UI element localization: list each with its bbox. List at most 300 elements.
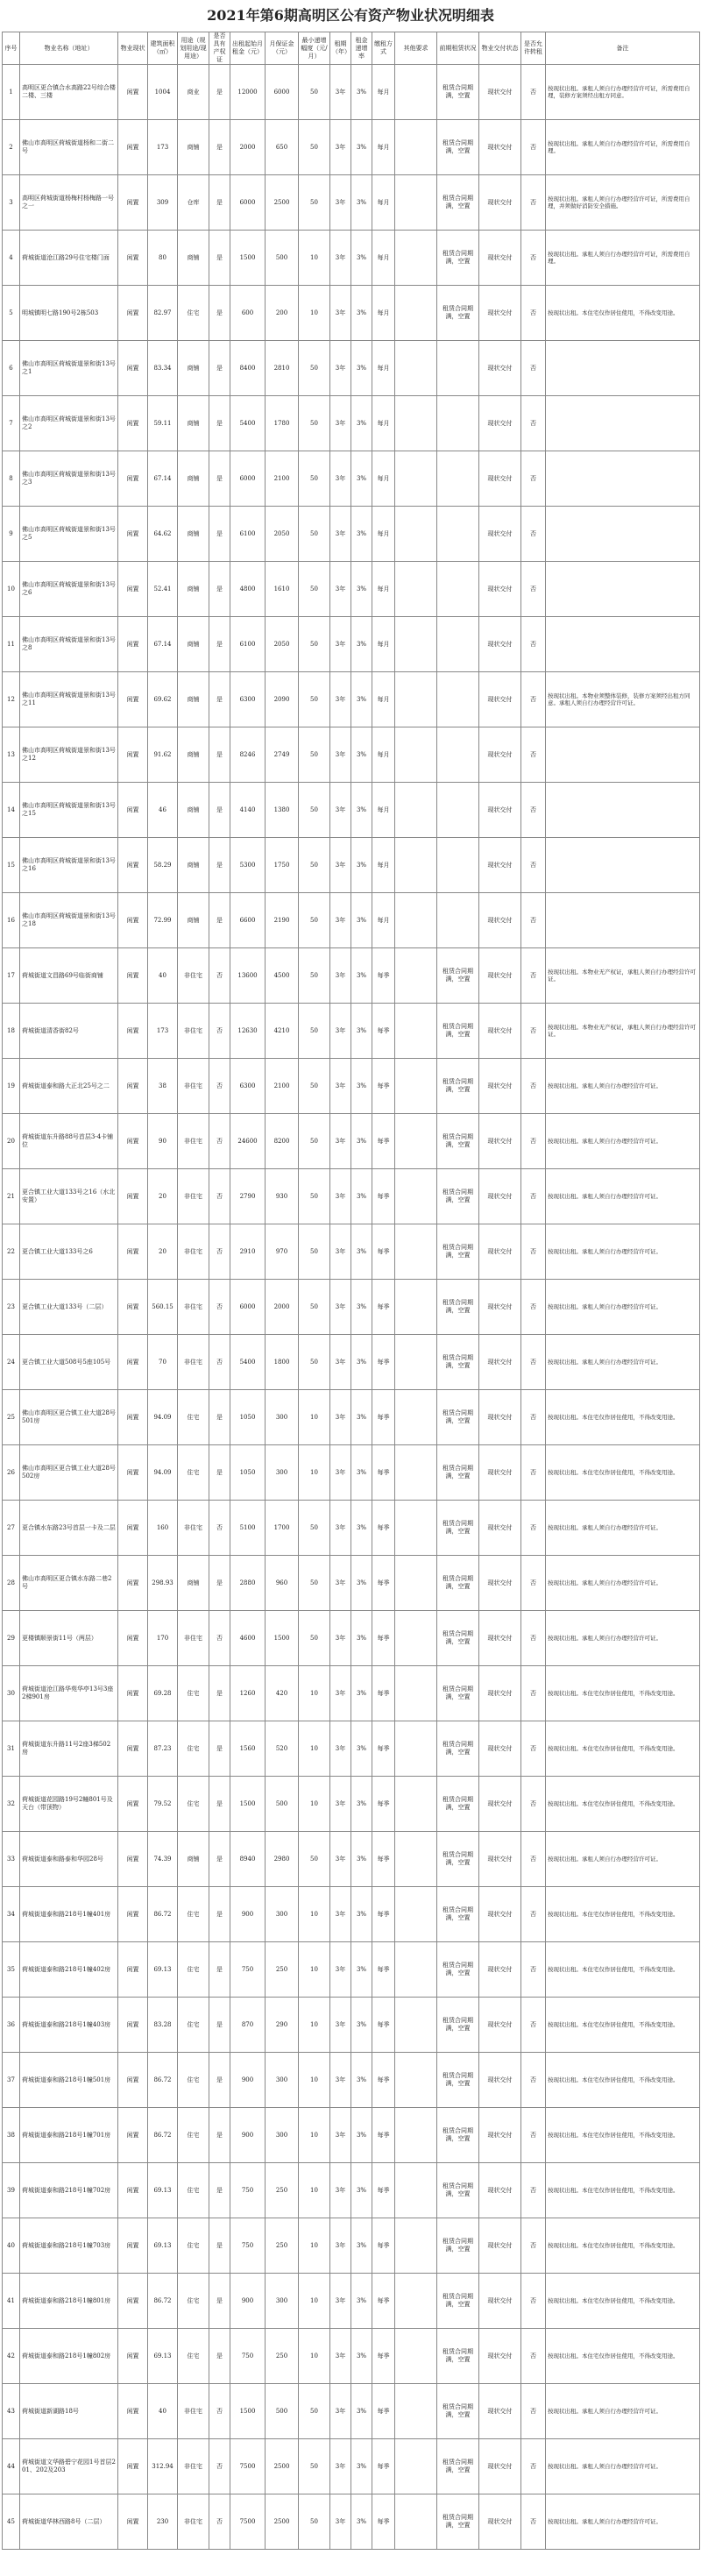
cell-status: 闲置 — [118, 65, 148, 120]
cell-term: 3年 — [330, 507, 351, 562]
cell-rate: 3% — [351, 231, 372, 286]
cell-pay: 每月 — [372, 617, 395, 672]
cell-inc: 10 — [299, 2108, 330, 2163]
cell-use: 住宅 — [178, 2053, 209, 2108]
table-row — [3, 2053, 700, 2108]
cell-deposit: 2190 — [266, 893, 299, 948]
cell-status: 闲置 — [118, 1280, 148, 1335]
cell-rent: 1050 — [230, 1445, 266, 1501]
cell-no: 39 — [3, 2163, 20, 2218]
cell-cert: 是 — [209, 1942, 230, 1998]
cell-other — [395, 783, 437, 838]
cell-rent: 4140 — [230, 783, 266, 838]
cell-other — [395, 341, 437, 396]
cell-note: 按现状出租。承租人须自行办理经营许可证。 — [546, 2384, 700, 2439]
cell-area: 69.13 — [148, 2218, 178, 2274]
cell-no: 20 — [3, 1114, 20, 1169]
table-row — [3, 617, 700, 672]
cell-deposit: 1380 — [266, 783, 299, 838]
cell-prior — [437, 893, 479, 948]
cell-rent: 7500 — [230, 2439, 266, 2494]
cell-term: 3年 — [330, 286, 351, 341]
cell-no: 21 — [3, 1169, 20, 1224]
cell-note: 按现状出租。承租人须自行办理经营许可证。 — [546, 2439, 700, 2494]
cell-pay: 每月 — [372, 286, 395, 341]
cell-sublet: 否 — [521, 2439, 546, 2494]
cell-prior: 租赁合同期满，空置 — [437, 1998, 479, 2053]
cell-use: 商业 — [178, 65, 209, 120]
cell-status: 闲置 — [118, 2163, 148, 2218]
cell-inc: 50 — [299, 1059, 330, 1114]
cell-no: 44 — [3, 2439, 20, 2494]
cell-no: 4 — [3, 231, 20, 286]
cell-rent: 900 — [230, 2274, 266, 2329]
cell-cert: 是 — [209, 507, 230, 562]
cell-inc: 50 — [299, 783, 330, 838]
cell-sublet: 否 — [521, 1501, 546, 1556]
cell-deliver: 现状交付 — [479, 2053, 521, 2108]
cell-term: 3年 — [330, 2384, 351, 2439]
cell-status: 闲置 — [118, 1114, 148, 1169]
table-row — [3, 1390, 700, 1445]
cell-term: 3年 — [330, 672, 351, 727]
cell-other — [395, 2384, 437, 2439]
cell-other — [395, 286, 437, 341]
cell-sublet: 否 — [521, 562, 546, 617]
cell-pay: 每季 — [372, 1004, 395, 1059]
cell-other — [395, 1611, 437, 1666]
cell-status: 闲置 — [118, 1501, 148, 1556]
cell-other — [395, 1169, 437, 1224]
cell-note: 按现状出租。承租人须自行办理经营许可证。 — [546, 2494, 700, 2550]
cell-pay: 每季 — [372, 2053, 395, 2108]
cell-pay: 每季 — [372, 1998, 395, 2053]
cell-prior — [437, 341, 479, 396]
cell-deliver: 现状交付 — [479, 1777, 521, 1832]
cell-sublet: 否 — [521, 1611, 546, 1666]
cell-use: 住宅 — [178, 2108, 209, 2163]
cell-prior: 租赁合同期满，空置 — [437, 1335, 479, 1390]
cell-sublet: 否 — [521, 2108, 546, 2163]
cell-addr: 荷城街道沧江路29号住宅楼门面 — [20, 231, 118, 286]
cell-cert: 是 — [209, 562, 230, 617]
cell-other — [395, 2494, 437, 2550]
cell-cert: 是 — [209, 2053, 230, 2108]
cell-prior: 租赁合同期满，空置 — [437, 1611, 479, 1666]
cell-area: 86.72 — [148, 2108, 178, 2163]
cell-inc: 10 — [299, 1666, 330, 1721]
cell-deposit: 960 — [266, 1556, 299, 1611]
cell-other — [395, 727, 437, 783]
cell-cert: 是 — [209, 1556, 230, 1611]
cell-pay: 每季 — [372, 1887, 395, 1942]
cell-sublet: 否 — [521, 341, 546, 396]
cell-area: 94.09 — [148, 1390, 178, 1445]
cell-deliver: 现状交付 — [479, 1832, 521, 1887]
cell-addr: 荷城街道东升路11号2座3梯502房 — [20, 1721, 118, 1777]
cell-sublet: 否 — [521, 1832, 546, 1887]
cell-pay: 每季 — [372, 1114, 395, 1169]
cell-area: 69.13 — [148, 1942, 178, 1998]
cell-cert: 是 — [209, 341, 230, 396]
cell-no: 14 — [3, 783, 20, 838]
cell-deliver: 现状交付 — [479, 341, 521, 396]
cell-term: 3年 — [330, 1721, 351, 1777]
cell-prior: 租赁合同期满，空置 — [437, 2053, 479, 2108]
cell-pay: 每季 — [372, 1059, 395, 1114]
cell-inc: 50 — [299, 2494, 330, 2550]
cell-sublet: 否 — [521, 396, 546, 451]
cell-pay: 每季 — [372, 2439, 395, 2494]
cell-other — [395, 1777, 437, 1832]
cell-rate: 3% — [351, 341, 372, 396]
cell-note — [546, 727, 700, 783]
cell-no: 26 — [3, 1445, 20, 1501]
cell-inc: 50 — [299, 838, 330, 893]
cell-area: 58.29 — [148, 838, 178, 893]
cell-sublet: 否 — [521, 948, 546, 1004]
cell-prior: 租赁合同期满，空置 — [437, 120, 479, 175]
cell-cert: 否 — [209, 1059, 230, 1114]
cell-status: 闲置 — [118, 672, 148, 727]
column-header: 是否具有产权证 — [209, 32, 230, 65]
cell-rent: 900 — [230, 2053, 266, 2108]
cell-term: 3年 — [330, 1280, 351, 1335]
cell-area: 40 — [148, 2384, 178, 2439]
cell-note: 按现状出租。本住宅仅作居住使用，不得改变用途。 — [546, 2218, 700, 2274]
table-row — [3, 838, 700, 893]
cell-rate: 3% — [351, 1887, 372, 1942]
cell-rate: 3% — [351, 1445, 372, 1501]
cell-area: 52.41 — [148, 562, 178, 617]
cell-addr: 荷城街道新湖路18号 — [20, 2384, 118, 2439]
cell-cert: 否 — [209, 2494, 230, 2550]
cell-addr: 荷城街道东升路88号首层3-4卡铺位 — [20, 1114, 118, 1169]
cell-no: 12 — [3, 672, 20, 727]
cell-no: 5 — [3, 286, 20, 341]
cell-rent: 6000 — [230, 451, 266, 507]
cell-sublet: 否 — [521, 1942, 546, 1998]
cell-sublet: 否 — [521, 1059, 546, 1114]
cell-pay: 每月 — [372, 341, 395, 396]
cell-cert: 是 — [209, 1998, 230, 2053]
cell-rent: 6000 — [230, 1280, 266, 1335]
cell-rent: 6600 — [230, 893, 266, 948]
cell-pay: 每月 — [372, 562, 395, 617]
cell-inc: 50 — [299, 1224, 330, 1280]
cell-other — [395, 65, 437, 120]
cell-note: 按现状出租。承租人须自行办理经营许可证。 — [546, 1280, 700, 1335]
cell-other — [395, 1721, 437, 1777]
cell-rent: 750 — [230, 1942, 266, 1998]
cell-area: 83.34 — [148, 341, 178, 396]
cell-use: 非住宅 — [178, 1114, 209, 1169]
column-header: 前期租赁状况 — [437, 32, 479, 65]
cell-other — [395, 2439, 437, 2494]
cell-status: 闲置 — [118, 1390, 148, 1445]
cell-deposit: 420 — [266, 1666, 299, 1721]
cell-use: 商铺 — [178, 672, 209, 727]
cell-inc: 10 — [299, 1887, 330, 1942]
cell-sublet: 否 — [521, 1169, 546, 1224]
cell-cert: 是 — [209, 672, 230, 727]
cell-no: 38 — [3, 2108, 20, 2163]
cell-status: 闲置 — [118, 341, 148, 396]
cell-use: 住宅 — [178, 286, 209, 341]
cell-use: 非住宅 — [178, 1501, 209, 1556]
cell-no: 27 — [3, 1501, 20, 1556]
cell-note — [546, 341, 700, 396]
cell-other — [395, 2163, 437, 2218]
cell-term: 3年 — [330, 396, 351, 451]
cell-inc: 10 — [299, 2053, 330, 2108]
cell-deposit: 2500 — [266, 175, 299, 231]
cell-other — [395, 1224, 437, 1280]
cell-rate: 3% — [351, 1390, 372, 1445]
cell-deposit: 1750 — [266, 838, 299, 893]
cell-term: 3年 — [330, 838, 351, 893]
cell-prior: 租赁合同期满，空置 — [437, 1666, 479, 1721]
cell-area: 79.52 — [148, 1777, 178, 1832]
cell-inc: 50 — [299, 1335, 330, 1390]
cell-use: 住宅 — [178, 1942, 209, 1998]
cell-use: 非住宅 — [178, 1059, 209, 1114]
cell-deliver: 现状交付 — [479, 1445, 521, 1501]
cell-area: 40 — [148, 948, 178, 1004]
cell-use: 商铺 — [178, 231, 209, 286]
table-row — [3, 2329, 700, 2384]
cell-rent: 1560 — [230, 1721, 266, 1777]
cell-note — [546, 451, 700, 507]
cell-no: 24 — [3, 1335, 20, 1390]
cell-status: 闲置 — [118, 1611, 148, 1666]
cell-rate: 3% — [351, 396, 372, 451]
cell-deposit: 300 — [266, 1390, 299, 1445]
page-title: 2021年第6期高明区公有资产物业状况明细表 — [207, 7, 494, 24]
cell-no: 35 — [3, 1942, 20, 1998]
table-row — [3, 2218, 700, 2274]
cell-prior: 租赁合同期满，空置 — [437, 1280, 479, 1335]
cell-prior: 租赁合同期满，空置 — [437, 1004, 479, 1059]
cell-rate: 3% — [351, 120, 372, 175]
cell-area: 67.14 — [148, 451, 178, 507]
column-header: 物业交付状态 — [479, 32, 521, 65]
cell-rent: 6100 — [230, 507, 266, 562]
cell-deliver: 现状交付 — [479, 1280, 521, 1335]
cell-addr: 佛山市高明区荷城街道景和街13号之18 — [20, 893, 118, 948]
cell-rent: 24600 — [230, 1114, 266, 1169]
cell-pay: 每月 — [372, 672, 395, 727]
cell-area: 1004 — [148, 65, 178, 120]
cell-deliver: 现状交付 — [479, 1390, 521, 1445]
cell-addr: 荷城街道泰和路218号1幢401房 — [20, 1887, 118, 1942]
cell-area: 87.23 — [148, 1721, 178, 1777]
cell-pay: 每季 — [372, 1169, 395, 1224]
cell-deliver: 现状交付 — [479, 231, 521, 286]
cell-pay: 每季 — [372, 1777, 395, 1832]
cell-sublet: 否 — [521, 617, 546, 672]
cell-term: 3年 — [330, 1059, 351, 1114]
cell-pay: 每季 — [372, 1390, 395, 1445]
cell-cert: 是 — [209, 175, 230, 231]
cell-inc: 50 — [299, 672, 330, 727]
cell-rate: 3% — [351, 672, 372, 727]
cell-other — [395, 1501, 437, 1556]
cell-cert: 是 — [209, 783, 230, 838]
cell-rent: 900 — [230, 1887, 266, 1942]
cell-deposit: 300 — [266, 2053, 299, 2108]
cell-prior — [437, 396, 479, 451]
cell-rate: 3% — [351, 2384, 372, 2439]
cell-rent: 4600 — [230, 1611, 266, 1666]
table-row — [3, 783, 700, 838]
cell-status: 闲置 — [118, 2274, 148, 2329]
cell-note: 按现状出租。本住宅仅作居住使用，不得改变用途。 — [546, 1666, 700, 1721]
cell-pay: 每季 — [372, 1611, 395, 1666]
cell-other — [395, 2053, 437, 2108]
cell-note: 按现状出租。承租人须自行办理经营许可证，所需费用自理，装修方案须经出租方同意。 — [546, 65, 700, 120]
cell-use: 非住宅 — [178, 2494, 209, 2550]
cell-deposit: 1610 — [266, 562, 299, 617]
cell-other — [395, 1832, 437, 1887]
cell-other — [395, 2218, 437, 2274]
cell-pay: 每月 — [372, 783, 395, 838]
cell-term: 3年 — [330, 1445, 351, 1501]
cell-status: 闲置 — [118, 617, 148, 672]
cell-addr: 明城镇明七路190号2栋503 — [20, 286, 118, 341]
cell-prior: 租赁合同期满，空置 — [437, 1169, 479, 1224]
cell-sublet: 否 — [521, 2274, 546, 2329]
cell-cert: 是 — [209, 2329, 230, 2384]
cell-prior: 租赁合同期满，空置 — [437, 1445, 479, 1501]
cell-rent: 600 — [230, 286, 266, 341]
table-row — [3, 948, 700, 1004]
cell-area: 70 — [148, 1335, 178, 1390]
cell-note: 按现状出租。本住宅仅作居住使用，不得改变用途。 — [546, 1721, 700, 1777]
cell-no: 45 — [3, 2494, 20, 2550]
cell-term: 3年 — [330, 65, 351, 120]
cell-rent: 1050 — [230, 1390, 266, 1445]
cell-status: 闲置 — [118, 2053, 148, 2108]
cell-rate: 3% — [351, 451, 372, 507]
cell-deposit: 2810 — [266, 341, 299, 396]
cell-addr: 佛山市高明区荷城街道景和街13号之16 — [20, 838, 118, 893]
cell-deliver: 现状交付 — [479, 2274, 521, 2329]
column-header: 备注 — [546, 32, 700, 65]
cell-deliver: 现状交付 — [479, 65, 521, 120]
cell-addr: 更合镇工业大道508号5座105号 — [20, 1335, 118, 1390]
cell-term: 3年 — [330, 1390, 351, 1445]
cell-no: 29 — [3, 1611, 20, 1666]
cell-no: 1 — [3, 65, 20, 120]
cell-rent: 1500 — [230, 231, 266, 286]
cell-use: 住宅 — [178, 1887, 209, 1942]
column-header: 最小递增幅度（元/月） — [299, 32, 330, 65]
cell-term: 3年 — [330, 2274, 351, 2329]
cell-deposit: 2100 — [266, 451, 299, 507]
cell-no: 34 — [3, 1887, 20, 1942]
cell-other — [395, 120, 437, 175]
cell-pay: 每季 — [372, 1280, 395, 1335]
cell-no: 28 — [3, 1556, 20, 1611]
cell-deposit: 2749 — [266, 727, 299, 783]
cell-deliver: 现状交付 — [479, 507, 521, 562]
cell-area: 160 — [148, 1501, 178, 1556]
cell-cert: 否 — [209, 1611, 230, 1666]
cell-rate: 3% — [351, 1721, 372, 1777]
table-row — [3, 1942, 700, 1998]
cell-rate: 3% — [351, 2218, 372, 2274]
cell-deposit: 930 — [266, 1169, 299, 1224]
cell-status: 闲置 — [118, 1777, 148, 1832]
cell-no: 19 — [3, 1059, 20, 1114]
cell-addr: 佛山市高明区荷城街道景和街13号之3 — [20, 451, 118, 507]
cell-status: 闲置 — [118, 727, 148, 783]
cell-sublet: 否 — [521, 231, 546, 286]
cell-status: 闲置 — [118, 2108, 148, 2163]
cell-cert: 否 — [209, 1501, 230, 1556]
cell-deposit: 2500 — [266, 2494, 299, 2550]
cell-no: 22 — [3, 1224, 20, 1280]
cell-rate: 3% — [351, 286, 372, 341]
cell-addr: 佛山市高明区荷城街道杨和二街二号 — [20, 120, 118, 175]
cell-sublet: 否 — [521, 783, 546, 838]
cell-rent: 750 — [230, 2218, 266, 2274]
column-header: 序号 — [3, 32, 20, 65]
cell-term: 3年 — [330, 1556, 351, 1611]
table-row — [3, 1224, 700, 1280]
cell-sublet: 否 — [521, 838, 546, 893]
table-row — [3, 1832, 700, 1887]
table-row — [3, 1666, 700, 1721]
cell-addr: 荷城街道清香街82号 — [20, 1004, 118, 1059]
cell-deposit: 2090 — [266, 672, 299, 727]
cell-term: 3年 — [330, 1114, 351, 1169]
cell-term: 3年 — [330, 231, 351, 286]
cell-use: 商铺 — [178, 507, 209, 562]
cell-pay: 每季 — [372, 2329, 395, 2384]
cell-rent: 750 — [230, 2163, 266, 2218]
cell-rent: 12630 — [230, 1004, 266, 1059]
cell-deposit: 250 — [266, 2163, 299, 2218]
cell-status: 闲置 — [118, 231, 148, 286]
cell-term: 3年 — [330, 1335, 351, 1390]
cell-term: 3年 — [330, 1998, 351, 2053]
cell-note: 按现状出租。承租人须自行办理经营许可证，所需费用自理，并须做好消防安全措施。 — [546, 175, 700, 231]
cell-deposit: 520 — [266, 1721, 299, 1777]
cell-use: 住宅 — [178, 1445, 209, 1501]
cell-prior: 租赁合同期满，空置 — [437, 231, 479, 286]
cell-prior: 租赁合同期满，空置 — [437, 1224, 479, 1280]
column-header: 用途（规划用途/现用途） — [178, 32, 209, 65]
cell-cert: 是 — [209, 2274, 230, 2329]
cell-deliver: 现状交付 — [479, 175, 521, 231]
cell-deliver: 现状交付 — [479, 1721, 521, 1777]
cell-prior — [437, 783, 479, 838]
cell-area: 83.28 — [148, 1998, 178, 2053]
cell-note: 按现状出租。承租人须自行办理经营许可证。 — [546, 1059, 700, 1114]
cell-inc: 10 — [299, 2218, 330, 2274]
cell-prior: 租赁合同期满，空置 — [437, 65, 479, 120]
cell-deliver: 现状交付 — [479, 1224, 521, 1280]
column-header: 月保证金（元） — [266, 32, 299, 65]
cell-no: 23 — [3, 1280, 20, 1335]
cell-area: 72.99 — [148, 893, 178, 948]
cell-prior: 租赁合同期满，空置 — [437, 1832, 479, 1887]
cell-area: 173 — [148, 1004, 178, 1059]
cell-deliver: 现状交付 — [479, 893, 521, 948]
cell-deliver: 现状交付 — [479, 1556, 521, 1611]
